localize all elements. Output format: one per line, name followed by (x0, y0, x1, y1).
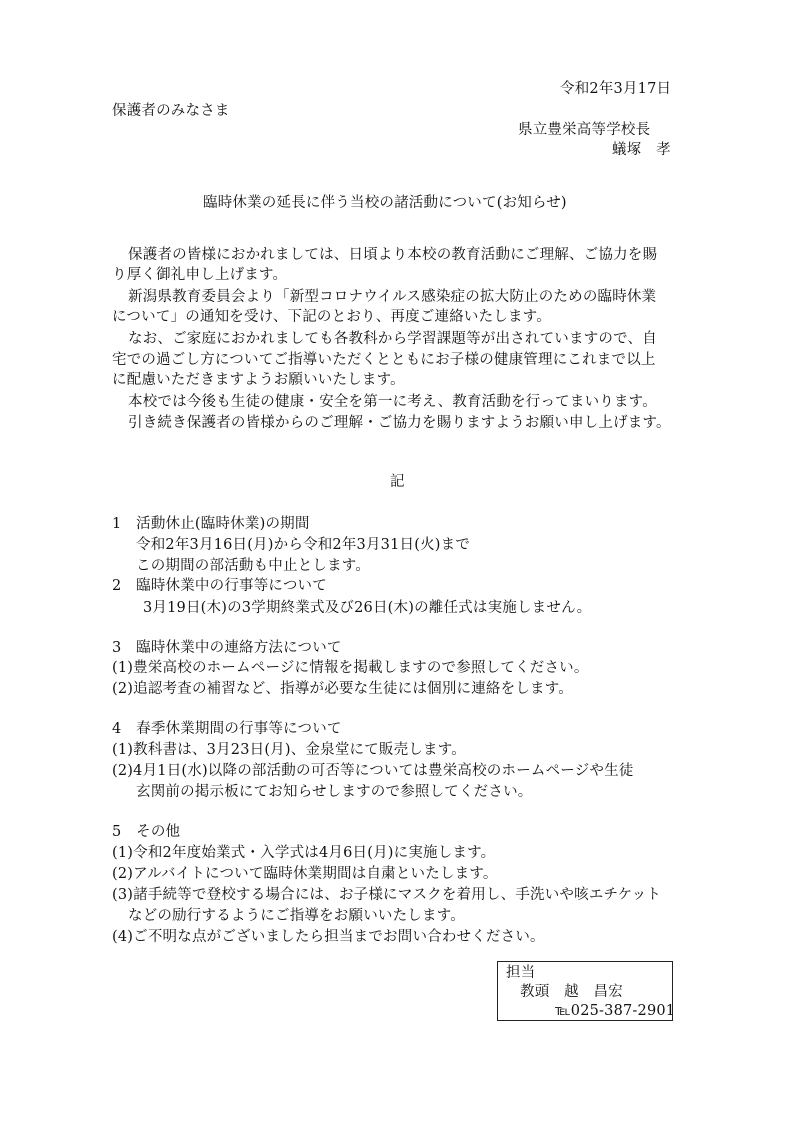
section-heading: 5 その他 (112, 824, 181, 840)
section-line: 令和2年3月16日(月)から令和2年3月31日(火)まで (136, 537, 471, 553)
section-line: (4)ご不明な点がございましたら担当までお問い合わせください。 (112, 929, 545, 945)
sender-title: 県立豊栄高等学校長 (518, 122, 651, 138)
section-line: (2)追認考査の補習など、指導が必要な生徒には個別に連絡をします。 (112, 681, 573, 697)
section-line: などの励行するようにご指導をお願いいたします。 (128, 908, 465, 924)
section-line: (3)諸手続等で登校する場合には、お子様にマスクを着用し、手洗いや咳エチケット (112, 887, 662, 903)
section-line: この期間の部活動も中止とします。 (136, 558, 371, 574)
section-line: 3月19日(木)の3学期終業式及び26日(木)の離任式は実施しません。 (143, 600, 592, 616)
section-heading: 3 臨時休業中の連絡方法について (112, 640, 342, 656)
section-line: (1)令和2年度始業式・入学式は4月6日(月)に実施します。 (112, 845, 496, 861)
subject-title: 臨時休業の延長に伴う当校の諸活動について(お知らせ) (203, 195, 567, 211)
contact-tel: ℡025-387-2901 (555, 1003, 676, 1019)
section-heading: 2 臨時休業中の行事等について (112, 578, 327, 594)
section-heading: 1 活動休止(臨時休業)の期間 (112, 516, 310, 532)
contact-box (497, 961, 676, 1021)
addressee: 保護者のみなさま (112, 103, 230, 119)
contact-label: 担当 (506, 965, 536, 981)
section-line: 玄関前の掲示板にてお知らせしますので参照してください。 (136, 784, 533, 800)
contact-person: 教頭 越 昌宏 (520, 984, 623, 1000)
section-line: (1)豊栄高校のホームページに情報を掲載しますので参照してください。 (112, 660, 589, 676)
section-line: (2)4月1日(水)以降の部活動の可否等については豊栄高校のホームページや生徒 (112, 763, 634, 779)
sender-name: 蟻塚 孝 (612, 142, 671, 158)
ki-mark: 記 (390, 474, 405, 490)
body-line: り厚く御礼申し上げます。 (112, 267, 288, 283)
body-line: 本校では今後も生徒の健康・安全を第一に考え、教育活動を行ってまいります。 (128, 394, 657, 410)
body-line: に配慮いただきますようお願いいたします。 (112, 372, 405, 388)
body-line: 宅での過ごし方についてご指導いただくとともにお子様の健康管理にこれまで以上 (112, 352, 656, 368)
body-line: 新潟県教育委員会より「新型コロナウイルス感染症の拡大防止のための臨時休業 (128, 289, 657, 305)
letter-date: 令和2年3月17日 (560, 81, 672, 97)
section-line: (2)アルバイトについて臨時休業期間は自粛といたします。 (112, 866, 498, 882)
section-heading: 4 春季休業期間の行事等について (112, 721, 342, 737)
section-line: (1)教科書は、3月23日(月)、金泉堂にて販売します。 (112, 742, 466, 758)
body-line: 保護者の皆様におかれましては、日頃より本校の教育活動にご理解、ご協力を賜 (128, 247, 658, 263)
body-line: について」の通知を受け、下記のとおり、再度ご連絡いたします。 (112, 309, 551, 325)
body-line: なお、ご家庭におかれましても各教科から学習課題等が出されていますので、自 (128, 331, 657, 347)
body-line: 引き続き保護者の皆様からのご理解・ご協力を賜りますようお願い申し上げます。 (128, 415, 671, 431)
